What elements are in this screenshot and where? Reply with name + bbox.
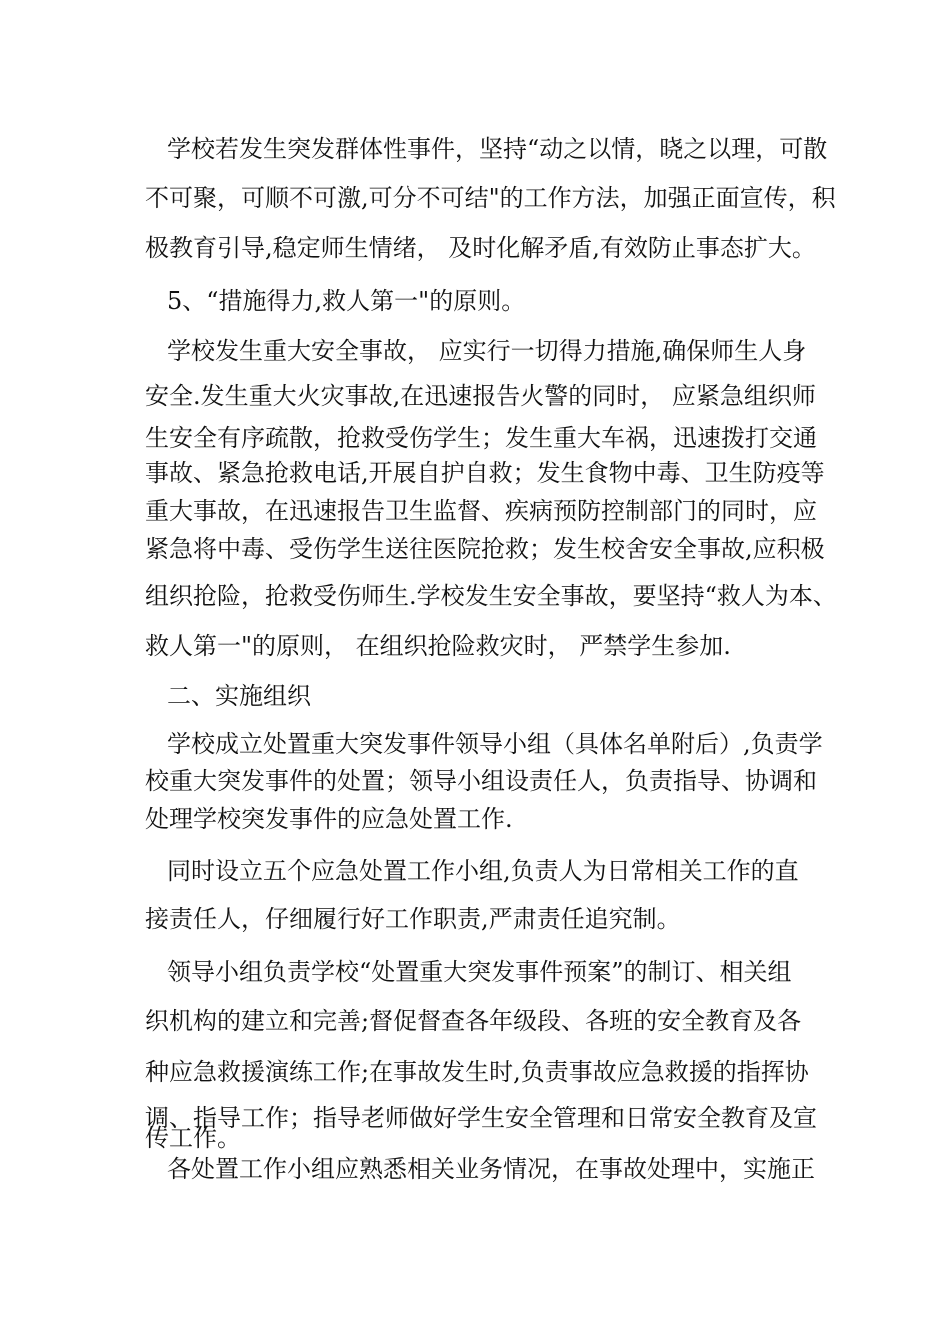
text-line: 各处置工作小组应熟悉相关业务情况，在事故处理中，实施正 <box>167 1155 815 1183</box>
text-line: 救人第一"的原则， 在组织抢险救灾时， 严禁学生参加. <box>145 632 731 660</box>
text-line: 领导小组负责学校“处置重大突发事件预案”的制订、相关组 <box>167 958 792 986</box>
section-heading: 5、“措施得力,救人第一"的原则。 <box>167 287 526 315</box>
text-line: 传工作。 <box>145 1124 241 1152</box>
text-line: 紧急将中毒、受伤学生送往医院抢救；发生校舍安全事故,应积极 <box>145 535 825 563</box>
text-line: 生安全有序疏散，抢救受伤学生；发生重大车祸，迅速拨打交通 <box>145 424 817 452</box>
text-line: 学校成立处置重大突发事件领导小组（具体名单附后）,负责学 <box>167 730 823 758</box>
text-line: 事故、紧急抢救电话,开展自护自救；发生食物中毒、卫生防疫等 <box>145 459 825 487</box>
text-line: 学校发生重大安全事故， 应实行一切得力措施,确保师生人身 <box>167 337 807 365</box>
text-line: 织机构的建立和完善;督促督查各年级段、各班的安全教育及各 <box>145 1007 802 1035</box>
text-line: 组织抢险，抢救受伤师生.学校发生安全事故，要坚持“救人为本、 <box>145 582 837 610</box>
text-line: 接责任人，仔细履行好工作职责,严肃责任追究制。 <box>145 905 681 933</box>
text-line: 极教育引导,稳定师生情绪， 及时化解矛盾,有效防止事态扩大。 <box>145 234 816 262</box>
text-line: 校重大突发事件的处置；领导小组设责任人，负责指导、协调和 <box>145 767 817 795</box>
text-line: 调、指导工作；指导老师做好学生安全管理和日常安全教育及宣 <box>145 1104 817 1132</box>
section-heading: 二、实施组织 <box>167 682 311 710</box>
text-line: 同时设立五个应急处置工作小组,负责人为日常相关工作的直 <box>167 857 799 885</box>
text-line: 种应急救援演练工作;在事故发生时,负责事故应急救援的指挥协 <box>145 1058 809 1086</box>
text-line: 不可聚，可顺不可激,可分不可结"的工作方法，加强正面宣传，积 <box>145 184 836 212</box>
text-line: 重大事故，在迅速报告卫生监督、疾病预防控制部门的同时，应 <box>145 497 817 525</box>
text-line: 学校若发生突发群体性事件，坚持“动之以情，晓之以理，可散 <box>167 135 828 163</box>
text-line: 处理学校突发事件的应急处置工作. <box>145 805 513 833</box>
text-line: 安全.发生重大火灾事故,在迅速报告火警的同时， 应紧急组织师 <box>145 382 816 410</box>
